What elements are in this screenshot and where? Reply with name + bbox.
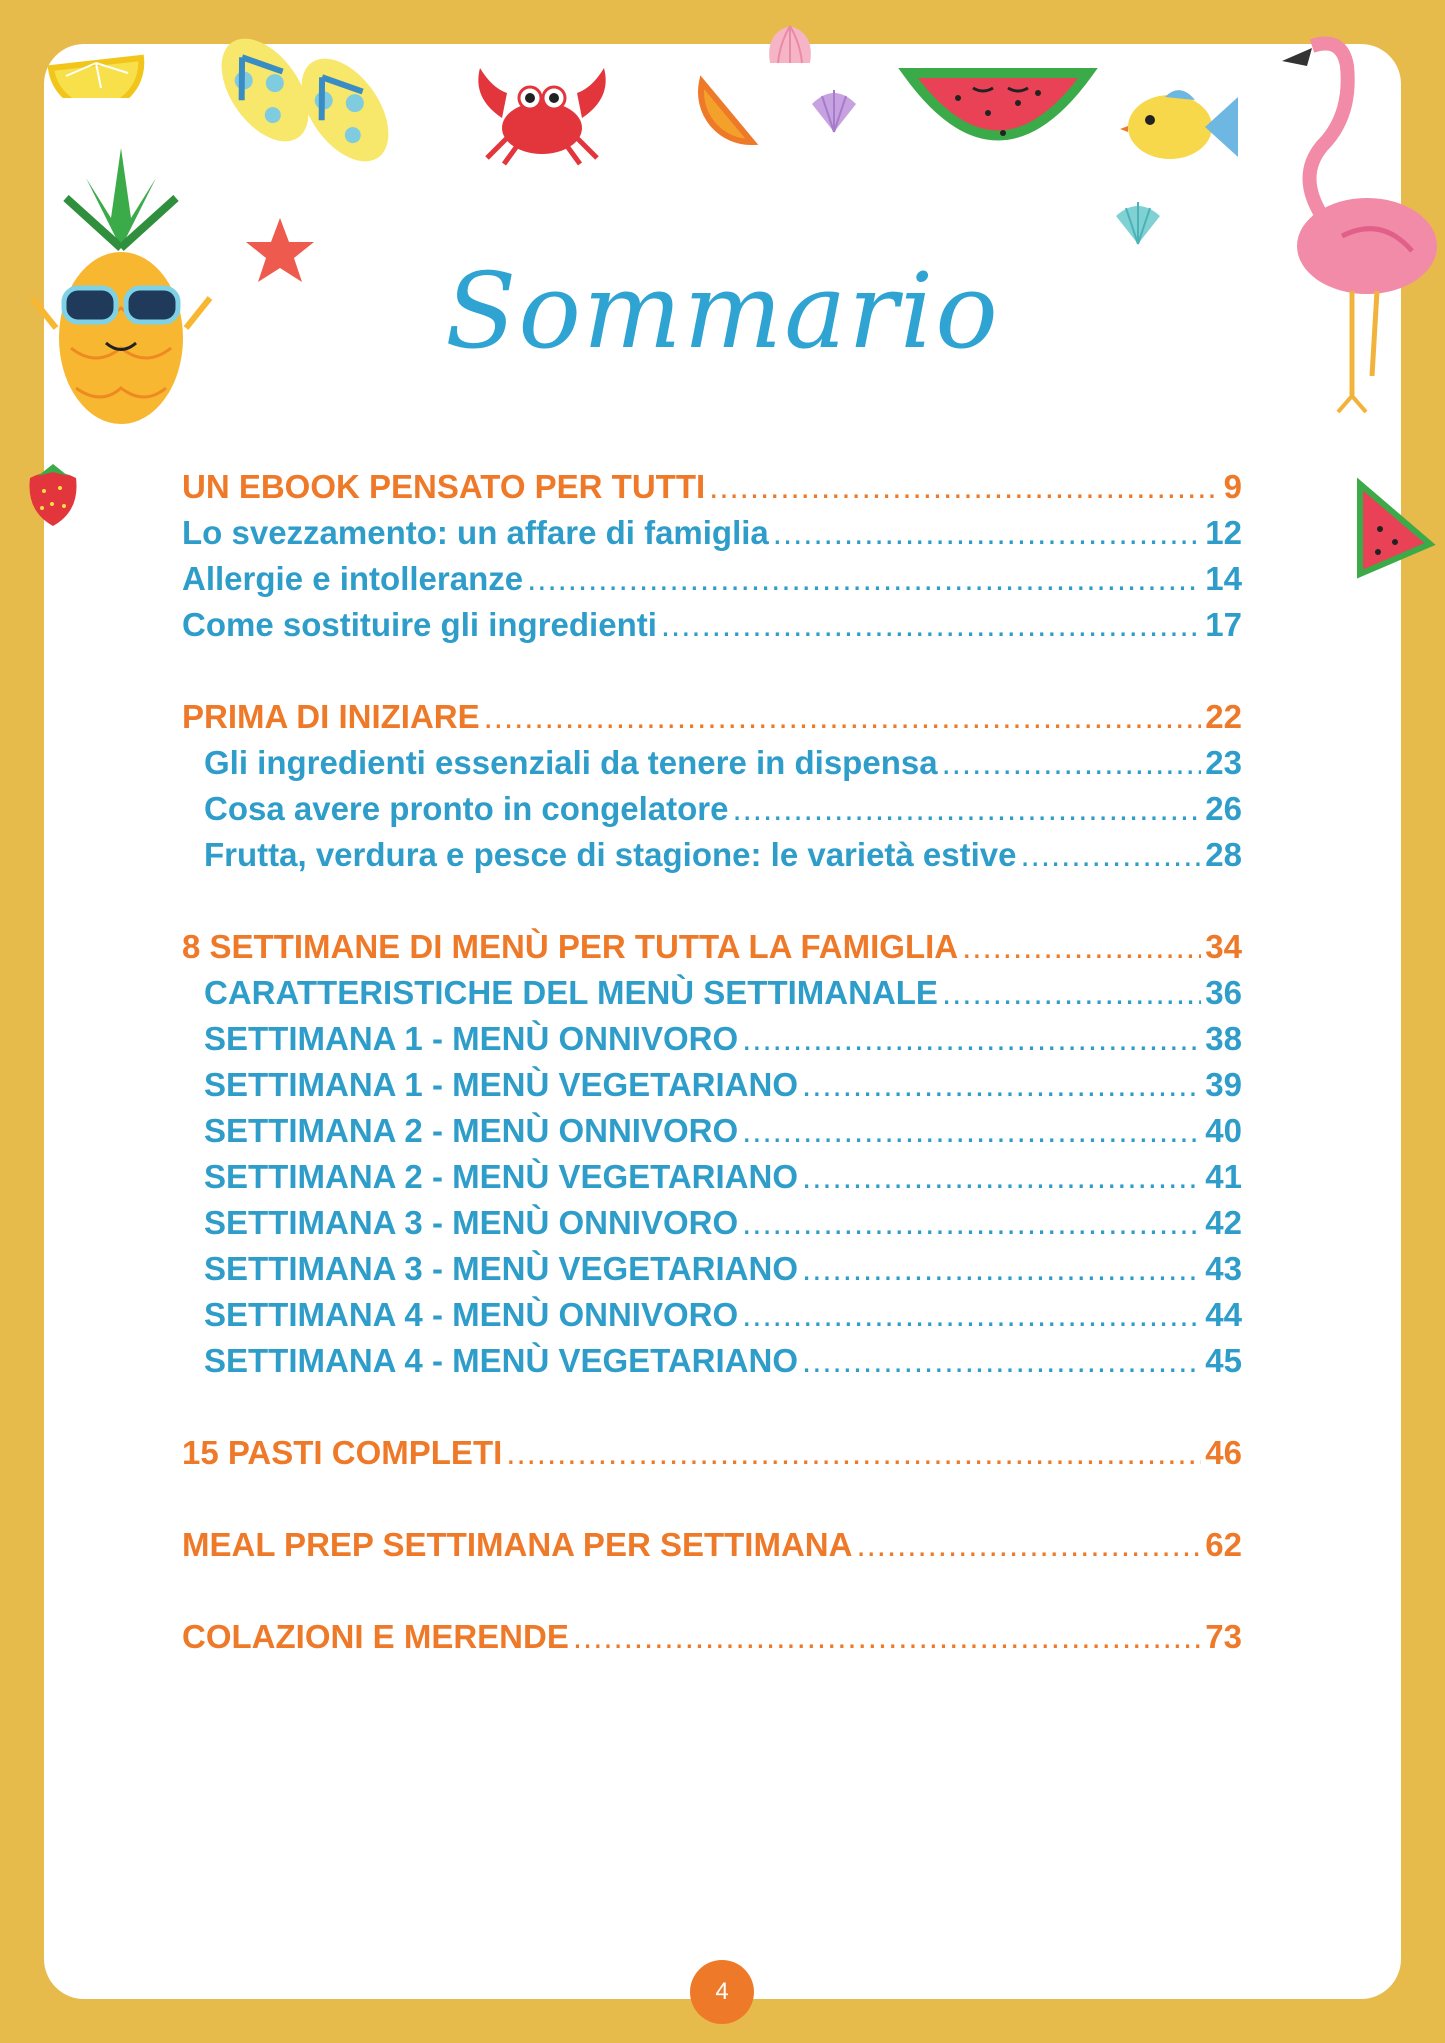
- watermelon-icon: [898, 58, 1098, 168]
- lemon-icon: [46, 28, 146, 98]
- toc-entry-label: Frutta, verdura e pesce di stagione: le varietà estive: [204, 836, 1017, 873]
- toc-leader-dots: [484, 698, 1202, 736]
- strawberry-icon: [22, 456, 84, 528]
- toc-entry[interactable]: [182, 928, 1242, 974]
- table-of-contents: [182, 468, 1242, 1664]
- toc-entry-page: 14: [1205, 560, 1242, 597]
- toc-leader-dots: [962, 928, 1201, 966]
- section-gap: [182, 1480, 1242, 1526]
- toc-entry[interactable]: [182, 1250, 1242, 1296]
- toc-leader-dots: [742, 1296, 1201, 1334]
- toc-entry-label: Gli ingredienti essenziali da tenere in dispensa: [204, 744, 938, 781]
- toc-entry-page: 40: [1205, 1112, 1242, 1149]
- toc-leader-dots: [742, 1112, 1201, 1150]
- toc-entry[interactable]: [182, 744, 1242, 790]
- watermelon-slice-icon: [1350, 474, 1440, 584]
- flip-flops-icon: [205, 20, 405, 180]
- toc-leader-dots: [856, 1526, 1201, 1564]
- toc-entry-page: 39: [1205, 1066, 1242, 1103]
- toc-entry-label: SETTIMANA 3 - MENÙ VEGETARIANO: [204, 1250, 799, 1287]
- toc-entry-page: 44: [1205, 1296, 1242, 1333]
- toc-entry-label: 15 PASTI COMPLETI: [182, 1434, 503, 1471]
- fish-icon: [1120, 82, 1240, 167]
- toc-entry-page: 46: [1205, 1434, 1242, 1471]
- toc-entry-page: 41: [1205, 1158, 1242, 1195]
- toc-entry-label: UN EBOOK PENSATO PER TUTTI: [182, 468, 706, 505]
- section-gap: [182, 1572, 1242, 1618]
- toc-entry-label: MEAL PREP SETTIMANA PER SETTIMANA: [182, 1526, 853, 1563]
- toc-entry-page: 22: [1205, 698, 1242, 735]
- toc-entry[interactable]: [182, 1020, 1242, 1066]
- toc-entry-label: Cosa avere pronto in congelatore: [204, 790, 729, 827]
- toc-entry-label: SETTIMANA 4 - MENÙ VEGETARIANO: [204, 1342, 799, 1379]
- toc-entry-page: 73: [1205, 1618, 1242, 1655]
- toc-entry[interactable]: [182, 1526, 1242, 1572]
- toc-entry-label: 8 SETTIMANE DI MENÙ PER TUTTA LA FAMIGLIA: [182, 928, 959, 965]
- toc-leader-dots: [742, 1204, 1201, 1242]
- toc-entry[interactable]: [182, 468, 1242, 514]
- toc-entry-page: 43: [1205, 1250, 1242, 1287]
- toc-entry[interactable]: [182, 514, 1242, 560]
- toc-leader-dots: [773, 514, 1202, 552]
- toc-entry-label: SETTIMANA 2 - MENÙ ONNIVORO: [204, 1112, 739, 1149]
- toc-entry[interactable]: [182, 1342, 1242, 1388]
- toc-leader-dots: [661, 606, 1201, 644]
- toc-leader-dots: [802, 1250, 1201, 1288]
- toc-entry-page: 36: [1205, 974, 1242, 1011]
- toc-entry[interactable]: [182, 1066, 1242, 1112]
- orange-slice-icon: [692, 72, 762, 152]
- toc-entry[interactable]: [182, 974, 1242, 1020]
- toc-entry[interactable]: [182, 1112, 1242, 1158]
- toc-entry-page: 17: [1205, 606, 1242, 643]
- toc-entry[interactable]: [182, 1204, 1242, 1250]
- toc-entry-label: Come sostituire gli ingredienti: [182, 606, 657, 643]
- toc-entry-page: 9: [1223, 468, 1242, 505]
- toc-entry-label: PRIMA DI INIZIARE: [182, 698, 480, 735]
- toc-entry-page: 28: [1205, 836, 1242, 873]
- toc-entry-page: 23: [1205, 744, 1242, 781]
- toc-entry-label: SETTIMANA 1 - MENÙ ONNIVORO: [204, 1020, 739, 1057]
- toc-entry-page: 26: [1205, 790, 1242, 827]
- toc-entry[interactable]: [182, 560, 1242, 606]
- toc-entry-label: COLAZIONI E MERENDE: [182, 1618, 569, 1655]
- toc-entry[interactable]: [182, 836, 1242, 882]
- toc-entry-label: SETTIMANA 3 - MENÙ ONNIVORO: [204, 1204, 739, 1241]
- toc-leader-dots: [802, 1066, 1201, 1104]
- toc-leader-dots: [742, 1020, 1201, 1058]
- toc-entry[interactable]: [182, 1618, 1242, 1664]
- toc-entry-page: 45: [1205, 1342, 1242, 1379]
- toc-entry-label: CARATTERISTICHE DEL MENÙ SETTIMANALE: [204, 974, 938, 1011]
- toc-entry-page: 38: [1205, 1020, 1242, 1057]
- toc-leader-dots: [942, 974, 1201, 1012]
- toc-entry-page: 62: [1205, 1526, 1242, 1563]
- toc-entry-label: Allergie e intolleranze: [182, 560, 524, 597]
- page-number: 4: [690, 1960, 754, 2024]
- shell-icon: [760, 18, 820, 73]
- toc-leader-dots: [802, 1158, 1201, 1196]
- toc-entry-page: 42: [1205, 1204, 1242, 1241]
- toc-entry-label: SETTIMANA 2 - MENÙ VEGETARIANO: [204, 1158, 799, 1195]
- section-gap: [182, 652, 1242, 698]
- toc-leader-dots: [506, 1434, 1201, 1472]
- crab-icon: [462, 58, 622, 168]
- toc-entry[interactable]: [182, 1296, 1242, 1342]
- toc-leader-dots: [527, 560, 1201, 598]
- toc-entry-label: Lo svezzamento: un affare di famiglia: [182, 514, 769, 551]
- toc-entry[interactable]: [182, 606, 1242, 652]
- toc-entry[interactable]: [182, 1434, 1242, 1480]
- toc-entry-page: 12: [1205, 514, 1242, 551]
- toc-entry-label: SETTIMANA 4 - MENÙ ONNIVORO: [204, 1296, 739, 1333]
- section-gap: [182, 882, 1242, 928]
- toc-entry[interactable]: [182, 790, 1242, 836]
- shell-blue-icon: [1110, 196, 1166, 248]
- section-gap: [182, 1388, 1242, 1434]
- toc-entry[interactable]: [182, 1158, 1242, 1204]
- toc-leader-dots: [802, 1342, 1201, 1380]
- toc-leader-dots: [732, 790, 1201, 828]
- toc-entry[interactable]: [182, 698, 1242, 744]
- toc-leader-dots: [573, 1618, 1201, 1656]
- toc-leader-dots: [942, 744, 1202, 782]
- shell-small-icon: [806, 82, 862, 138]
- toc-leader-dots: [709, 468, 1219, 506]
- toc-entry-page: 34: [1205, 928, 1242, 965]
- toc-entry-label: SETTIMANA 1 - MENÙ VEGETARIANO: [204, 1066, 799, 1103]
- page-title: Sommario: [445, 250, 1000, 372]
- toc-leader-dots: [1021, 836, 1202, 874]
